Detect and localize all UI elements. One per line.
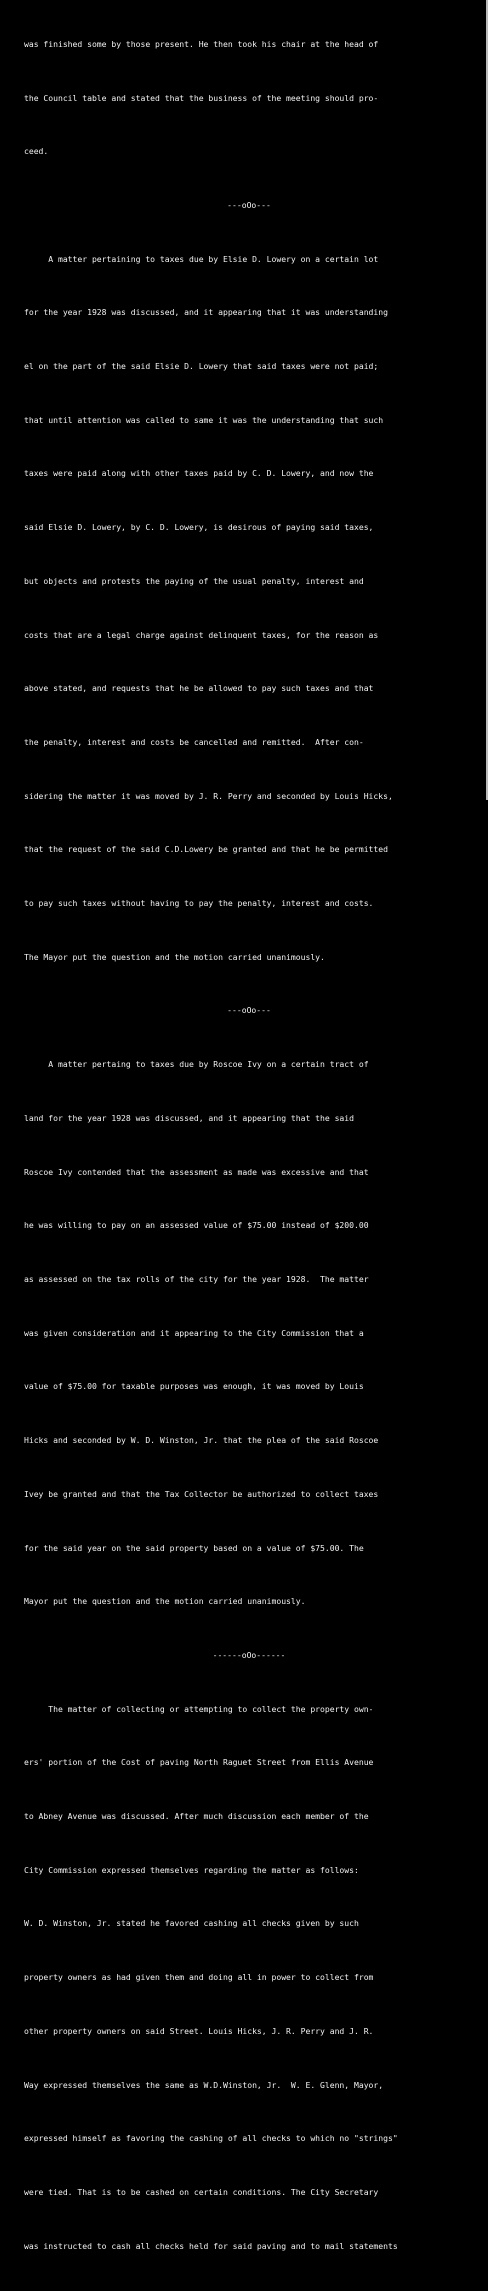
- text-line: ers' portion of the Cost of paving North Raguet Street from Ellis Avenue: [24, 1757, 374, 1768]
- text-line: ceed.: [24, 146, 49, 157]
- text-line: A matter pertaing to taxes due by Roscoe Ivy on a certain tract of: [24, 1059, 369, 1070]
- text-line: that until attention was called to same it was the understanding that such: [24, 414, 384, 425]
- text-line: sidering the matter it was moved by J. R. Perry and seconded by Louis Hicks,: [24, 790, 393, 801]
- text-line: that the request of the said C.D.Lowery be granted and that he be permitted: [24, 844, 388, 855]
- text-line: the Council table and stated that the business of the meeting should pro-: [24, 92, 379, 103]
- text-line: property owners as had given them and doing all in power to collect from: [24, 1972, 374, 1983]
- text-line: The matter of collecting or attempting to collect the property own-: [24, 1703, 374, 1714]
- text-line: said Elsie D. Lowery, by C. D. Lowery, is desirous of paying said taxes,: [24, 522, 374, 533]
- text-line: expressed himself as favoring the cashing of all checks to which no "strings": [24, 2133, 398, 2144]
- section-separator: ------oOo------: [212, 1649, 286, 1660]
- text-line: land for the year 1928 was discussed, and it appearing that the said: [24, 1112, 354, 1123]
- text-line: was instructed to cash all checks held for said paving and to mail statements: [24, 2240, 398, 2251]
- text-line: to Abney Avenue was discussed. After much discussion each member of the: [24, 1811, 369, 1822]
- text-line: W. D. Winston, Jr. stated he favored cashing all checks given by such: [24, 1918, 359, 1929]
- text-line: for the year 1928 was discussed, and it appearing that it was understanding: [24, 307, 388, 318]
- text-line: above stated, and requests that he be allowed to pay such taxes and that: [24, 683, 374, 694]
- text-line: the penalty, interest and costs be cancelled and remitted. After con-: [24, 736, 364, 747]
- text-line: City Commission expressed themselves regarding the matter as follows:: [24, 1864, 359, 1875]
- text-line: for the said year on the said property based on a value of $75.00. The: [24, 1542, 364, 1553]
- text-line: as assessed on the tax rolls of the city for the year 1928. The matter: [24, 1273, 369, 1284]
- text-line: Roscoe Ivy contended that the assessment as made was excessive and that: [24, 1166, 369, 1177]
- text-line: to pay such taxes without having to pay the penalty, interest and costs.: [24, 898, 374, 909]
- text-line: were tied. That is to be cashed on certain conditions. The City Secretary: [24, 2186, 379, 2197]
- text-line: he was willing to pay on an assessed value of $75.00 instead of $200.00: [24, 1220, 369, 1231]
- text-line: was given consideration and it appearing to the City Commission that a: [24, 1327, 364, 1338]
- section-separator: ---oOo---: [227, 1005, 271, 1016]
- text-line: costs that are a legal charge against delinquent taxes, for the reason as: [24, 629, 379, 640]
- text-line: value of $75.00 for taxable purposes was enough, it was moved by Louis: [24, 1381, 364, 1392]
- text-line: was finished some by those present. He then took his chair at the head of: [24, 38, 379, 49]
- text-line: Hicks and seconded by W. D. Winston, Jr. that the plea of the said Roscoe: [24, 1435, 379, 1446]
- text-line: other property owners on said Street. Louis Hicks, J. R. Perry and J. R.: [24, 2025, 374, 2036]
- text-line: el on the part of the said Elsie D. Lowery that said taxes were not paid;: [24, 361, 379, 372]
- text-line: but objects and protests the paying of the usual penalty, interest and: [24, 575, 364, 586]
- text-line: Way expressed themselves the same as W.D.Winston, Jr. W. E. Glenn, Mayor,: [24, 2079, 384, 2090]
- text-line: taxes were paid along with other taxes paid by C. D. Lowery, and now the: [24, 468, 374, 479]
- text-line: Mayor put the question and the motion carried unanimously.: [24, 1596, 306, 1607]
- text-line: A matter pertaining to taxes due by Elsie D. Lowery on a certain lot: [24, 253, 379, 264]
- section-separator: ---oOo---: [227, 199, 271, 210]
- text-line: Ivey be granted and that the Tax Collector be authorized to collect taxes: [24, 1488, 379, 1499]
- text-line: The Mayor put the question and the motion carried unanimously.: [24, 951, 325, 962]
